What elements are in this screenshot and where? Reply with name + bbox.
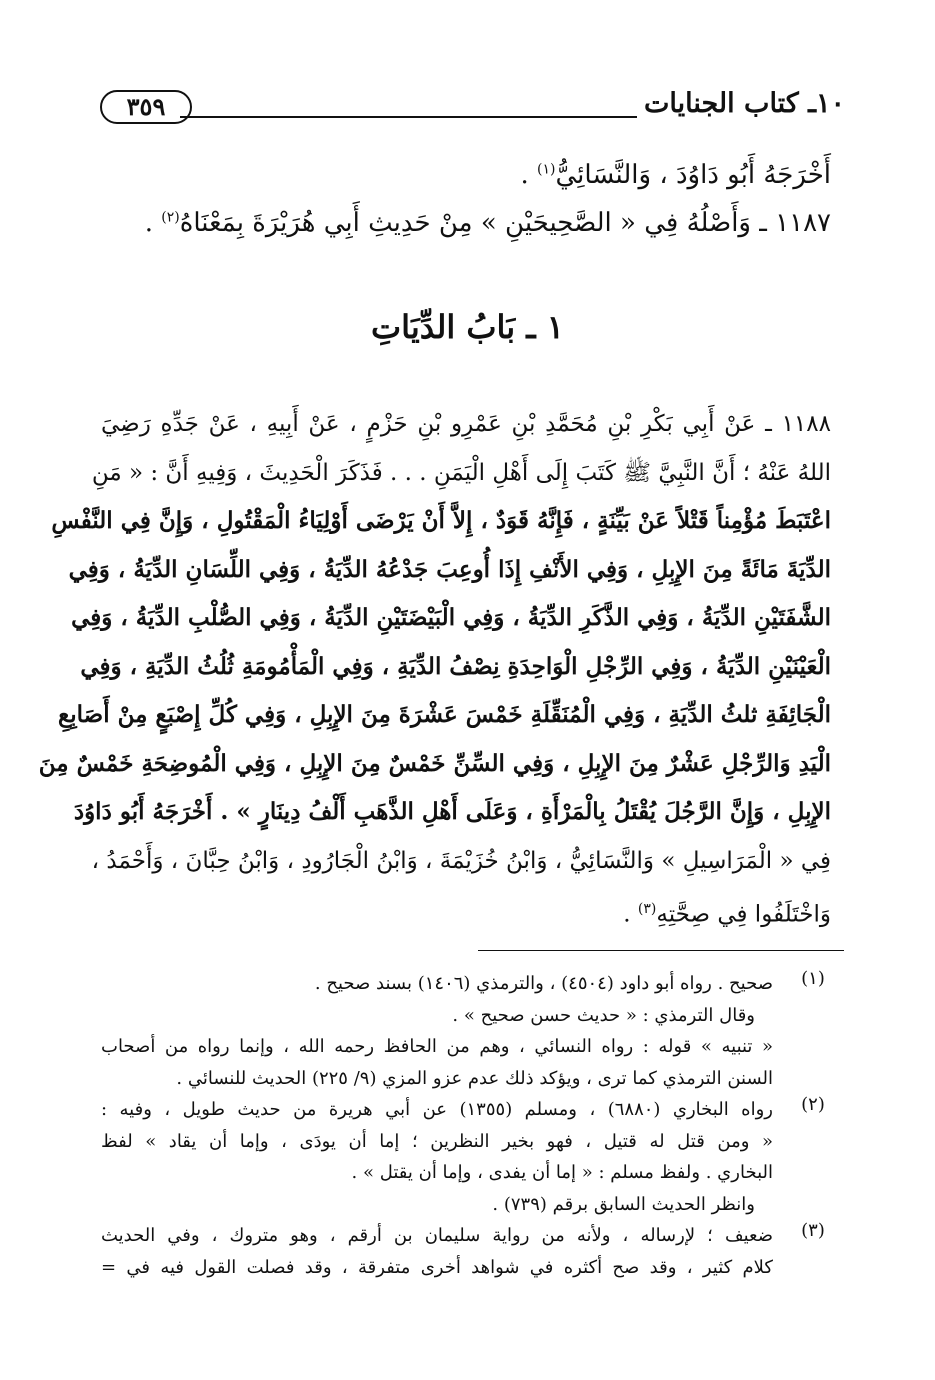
footnote-number: (٣) [801, 1220, 825, 1241]
footnote-number: (١) [801, 968, 825, 989]
hadith-last-line [101, 885, 831, 934]
hadith-line: الشَّفَتَيْنِ الدِّيَةُ ، وَفِي الذَّكَرِ الدِّيَةُ ، وَفِي الْبَيْضَتَيْنِ الدِّيَةُ ، وَفِي الصُّلْبِ الدِّيَةُ ، وَفِي [71, 604, 831, 631]
hadith-line: فِي « الْمَرَاسِيلِ » وَالنَّسَائِيُّ ، وَابْنُ خُزَيْمَةَ ، وَابْنُ الْجَارُودِ ، وَابْنُ حِبَّانَ ، وَأَحْمَدُ ، [91, 847, 831, 874]
hadith-last-end: . [623, 901, 638, 928]
intro-line-2-end: . [144, 208, 162, 238]
hadith-line: الإِبِلِ ، وَإِنَّ الرَّجُلَ يُقْتَلُ بِالْمَرْأَةِ ، وَعَلَى أَهْلِ الذَّهَبِ أَلْفُ دِينَارٍ » . أَخْرَجَهُ أَبُو دَاوُدَ [73, 798, 831, 825]
hadith-line: الْيَدِ وَالرِّجْلِ عَشْرٌ مِنَ الإِبِلِ ، وَفِي السِّنِّ خَمْسٌ مِنَ الإِبِلِ ، وَفِي الْمُوضِحَةِ خَمْسٌ مِنَ [38, 749, 831, 777]
intro-line-2 [145, 208, 831, 238]
footnote-number: (٢) [801, 1094, 825, 1115]
footnote-line: رواه البخاري (٦٨٨٠) ، ومسلم (١٣٥٥) عن أبي هريرة من حديث طويل ، وفيه : [101, 1099, 773, 1120]
intro-line-1-end: . [520, 160, 538, 190]
footnote-line: كلام كثير ، وقد صح أكثره في شواهد أخرى متفرقة ، وقد فصلت القول فيه في = [101, 1256, 773, 1278]
hadith-line: الْعَيْنَيْنِ الدِّيَةُ ، وَفِي الرِّجْلِ الْوَاحِدَةِ نِصْفُ الدِّيَةِ ، وَفِي الْمَأْمُومَةِ ثُلُثُ الدِّيَةِ ، وَفِي [80, 652, 831, 680]
footnote-2 [101, 1094, 831, 1220]
footnotes [101, 968, 831, 1283]
hadith-line: اعْتَبَطَ مُؤْمِناً قَتْلاً عَنْ بَيِّنَةٍ ، فَإِنَّهُ قَوَدٌ ، إِلاَّ أَنْ يَرْضَى أَوْلِيَاءُ الْمَقْتُولِ ، وَإِنَّ فِي النَّفْسِ [51, 507, 831, 534]
footnote-line: « ومن قتل له قتيل ، فهو بخير النظرين ؛ إما أن يودَى ، وإما أن يقاد » لفظ [101, 1130, 773, 1152]
hadith-paragraph [38, 400, 831, 934]
footnote-line: ضعيف ؛ لإرساله ، ولأنه من رواية سليمان بن أرقم ، وهو متروك ، وفي الحديث [101, 1225, 773, 1246]
intro-line-1 [520, 160, 831, 190]
footnote-line: وانظر الحديث السابق برقم (٧٣٩) . [492, 1193, 755, 1215]
footnote-separator [478, 950, 844, 951]
page-header [100, 86, 845, 132]
hadith-line: الْجَائِفَةِ ثلثُ الدِّيَةِ ، وَفِي الْمُنَقِّلَةِ خَمْسَ عَشْرَةَ مِنَ الإِبِلِ ، وَفِي كُلِّ إِصْبَعٍ مِنْ أَصَابِعِ [58, 701, 831, 728]
header-rule [180, 116, 637, 118]
footnote-ref-1: (١) [537, 161, 556, 178]
footnote-line: السنن الترمذي كما ترى ، ويؤكد ذلك عدم عزو المزي (٩/ ٢٢٥) الحديث للنسائي . [176, 1067, 773, 1089]
footnote-body [101, 1094, 773, 1220]
footnote-3 [101, 1220, 831, 1283]
hadith-line: اللهُ عَنْهُ ؛ أَنَّ النَّبِيَّ ﷺ كَتَبَ إِلَى أَهْلِ الْيَمَنِ . . . فَذَكَرَ الْحَدِيثَ ، وَفِيهِ أَنَّ : « مَنِ [91, 459, 831, 486]
footnote-1 [101, 968, 831, 1094]
footnote-line: وقال الترمذي : « حديث حسن صحيح » . [452, 1004, 755, 1026]
intro-line-2-text: ١١٨٧ ـ وَأَصْلُهُ فِي « الصَّحِيحَيْنِ » مِنْ حَدِيثِ أَبِي هُرَيْرَةَ بِمَعْنَاهُ [179, 208, 831, 238]
footnote-line: البخاري . ولفظ مسلم : « إما أن يفدى ، وإما أن يقتل » . [351, 1162, 773, 1183]
hadith-last-text: وَاخْتَلَفُوا فِي صِحَّتِهِ [656, 901, 831, 928]
footnote-body [101, 968, 773, 1094]
footnote-body [101, 1220, 773, 1283]
header-title: ١٠ـ كتاب الجنايات [643, 88, 845, 119]
page-number: ٣٥٩ [100, 90, 192, 124]
footnote-line: صحيح . رواه أبو داود (٤٥٠٤) ، والترمذي (١٤٠٦) بسند صحيح . [314, 973, 773, 994]
footnote-line: « تنبيه » قوله : رواه النسائي ، وهم من الحافظ رحمه الله ، وإنما رواه من أصحاب [101, 1036, 773, 1057]
footnote-ref-3: (٣) [637, 901, 657, 917]
intro-line-1-text: أَخْرَجَهُ أَبُو دَاوُدَ ، وَالنَّسَائِيُّ [555, 160, 831, 190]
chapter-title: ١ ـ بَابُ الدِّيَاتِ [371, 308, 564, 346]
footnote-ref-2: (٢) [161, 209, 180, 226]
hadith-line: ١١٨٨ ـ عَنْ أَبِي بَكْرِ بْنِ مُحَمَّدِ بْنِ عَمْرِو بْنِ حَزْمٍ ، عَنْ أَبِيهِ ، عَنْ جَدِّهِ رَضِيَ [101, 411, 831, 437]
hadith-line: الدِّيَةَ مَائَةً مِنَ الإِبِلِ ، وَفِي الأَنْفِ إِذَا أُوعِبَ جَدْعُهُ الدِّيَةُ ، وَفِي اللِّسَانِ الدِّيَةُ ، وَفِي [68, 555, 831, 583]
